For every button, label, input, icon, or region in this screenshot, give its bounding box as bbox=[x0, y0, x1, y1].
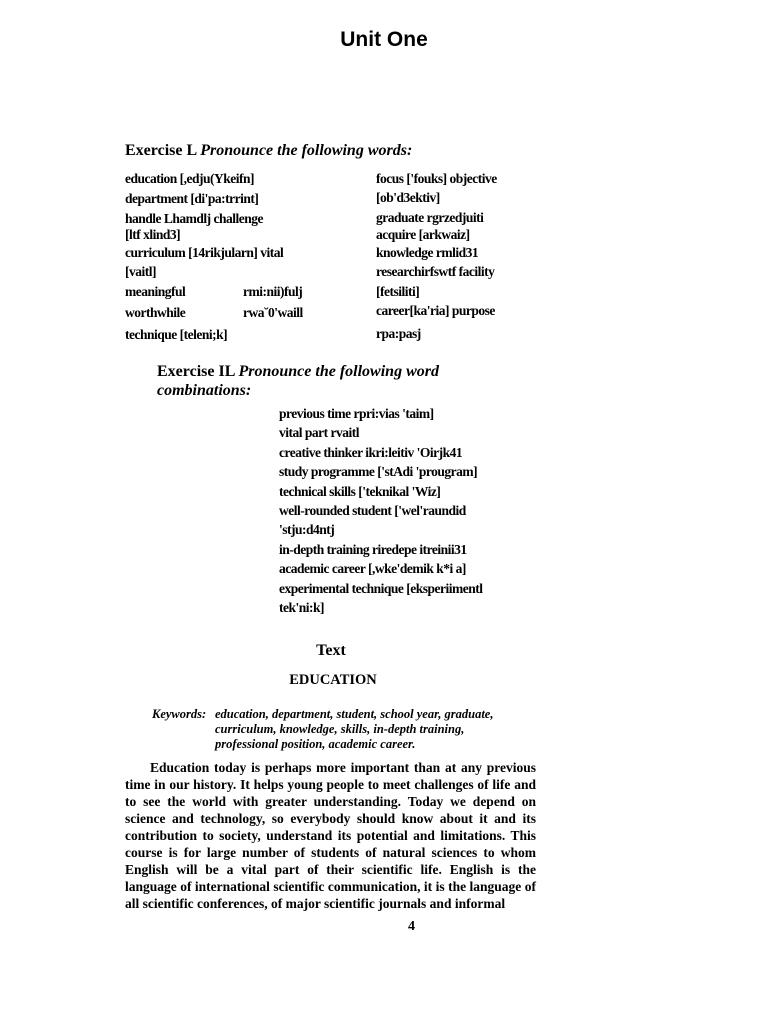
word-item: focus ['fouks] objective bbox=[376, 171, 497, 186]
list-item: vital part rvaitl bbox=[279, 425, 359, 441]
word-item: [vaitl] bbox=[125, 264, 156, 279]
exercise-1-label: Exercise L bbox=[125, 142, 197, 159]
exercise-2-instruction: Pronounce the following word bbox=[238, 363, 439, 380]
word-item: meaningful bbox=[125, 284, 186, 299]
exercise-1-instruction: Pronounce the following words: bbox=[200, 142, 413, 159]
exercise-2-label: Exercise IL bbox=[157, 363, 235, 380]
word-item: acquire [arkwaiz] bbox=[376, 227, 470, 242]
keywords-line: education, department, student, school year, graduate, bbox=[215, 707, 494, 721]
list-item: previous time rpri:vias 'taim] bbox=[279, 406, 434, 421]
list-item: in-depth training riredepe itreinii31 bbox=[279, 541, 467, 557]
exercise-1-heading bbox=[125, 142, 412, 160]
page-number: 4 bbox=[408, 919, 415, 934]
list-item: creative thinker ikri:leitiv 'Oirjk41 bbox=[279, 444, 463, 460]
word-item: handle Lhamdlj challenge bbox=[125, 211, 264, 226]
keywords-block bbox=[152, 707, 552, 752]
unit-title: Unit One bbox=[340, 28, 428, 51]
keywords-line: professional position, academic career. bbox=[215, 737, 416, 751]
word-item: rpa:pasj bbox=[376, 326, 421, 341]
keywords-label: Keywords: bbox=[152, 707, 207, 721]
word-item: worthwhile bbox=[125, 305, 186, 320]
word-item: career[ka'ria] purpose bbox=[376, 303, 495, 318]
word-item: [ob'd3ektiv] bbox=[376, 190, 440, 205]
word-item: curriculum [14rikjularn] vital bbox=[125, 245, 284, 260]
keywords-line: curriculum, knowledge, skills, in-depth training, bbox=[215, 722, 465, 736]
list-item: study programme ['stAdi 'prougram] bbox=[279, 464, 478, 480]
word-item: researchirfswtf facility bbox=[376, 264, 495, 279]
word-transcription: rmi:nii)fulj bbox=[243, 284, 303, 299]
word-item: technique [teleni;k] bbox=[125, 327, 228, 342]
word-item: [ltf xlind3] bbox=[125, 227, 181, 242]
list-item: well-rounded student ['wel'raundid bbox=[279, 503, 466, 519]
word-item: education [,edju(Ykeifn] bbox=[125, 171, 254, 186]
word-item: [fetsiliti] bbox=[376, 284, 420, 299]
exercise-2-heading bbox=[157, 363, 439, 381]
text-heading: Text bbox=[316, 642, 346, 659]
list-item: 'stju:d4ntj bbox=[279, 522, 335, 538]
body-paragraph: Education today is perhaps more important than at any previous time in our history. It helps young people to meet challenges of life and to see the world with greater understanding. Today we depend on science and technology, so everybody should know about it and its contribution to society, understand its potential and limitations. This course is for large number of students of natural sciences to whom English will be a vital part of their scientific life. English is the language of international scientific communication, it is the language of all scientific conferences, of major scientific journals and informal bbox=[125, 760, 536, 911]
list-item: tek'ni:k] bbox=[279, 600, 325, 616]
exercise-2-instruction-continued: combinations: bbox=[157, 382, 252, 399]
list-item: experimental technique [eksperiimentl bbox=[279, 580, 483, 596]
word-item: graduate rgrzedjuiti bbox=[376, 210, 484, 225]
exercise-2-heading-continued bbox=[157, 382, 251, 400]
list-item: technical skills ['teknikal 'Wiz] bbox=[279, 483, 441, 499]
word-item: knowledge rmlid31 bbox=[376, 245, 479, 260]
text-title: EDUCATION bbox=[289, 672, 377, 688]
word-item: department [di'pa:trrint] bbox=[125, 191, 259, 206]
word-transcription: rwa˘0'waill bbox=[243, 305, 303, 320]
list-item: academic career [,wke'demik k*i a] bbox=[279, 561, 466, 577]
word-combinations-list bbox=[279, 404, 482, 617]
